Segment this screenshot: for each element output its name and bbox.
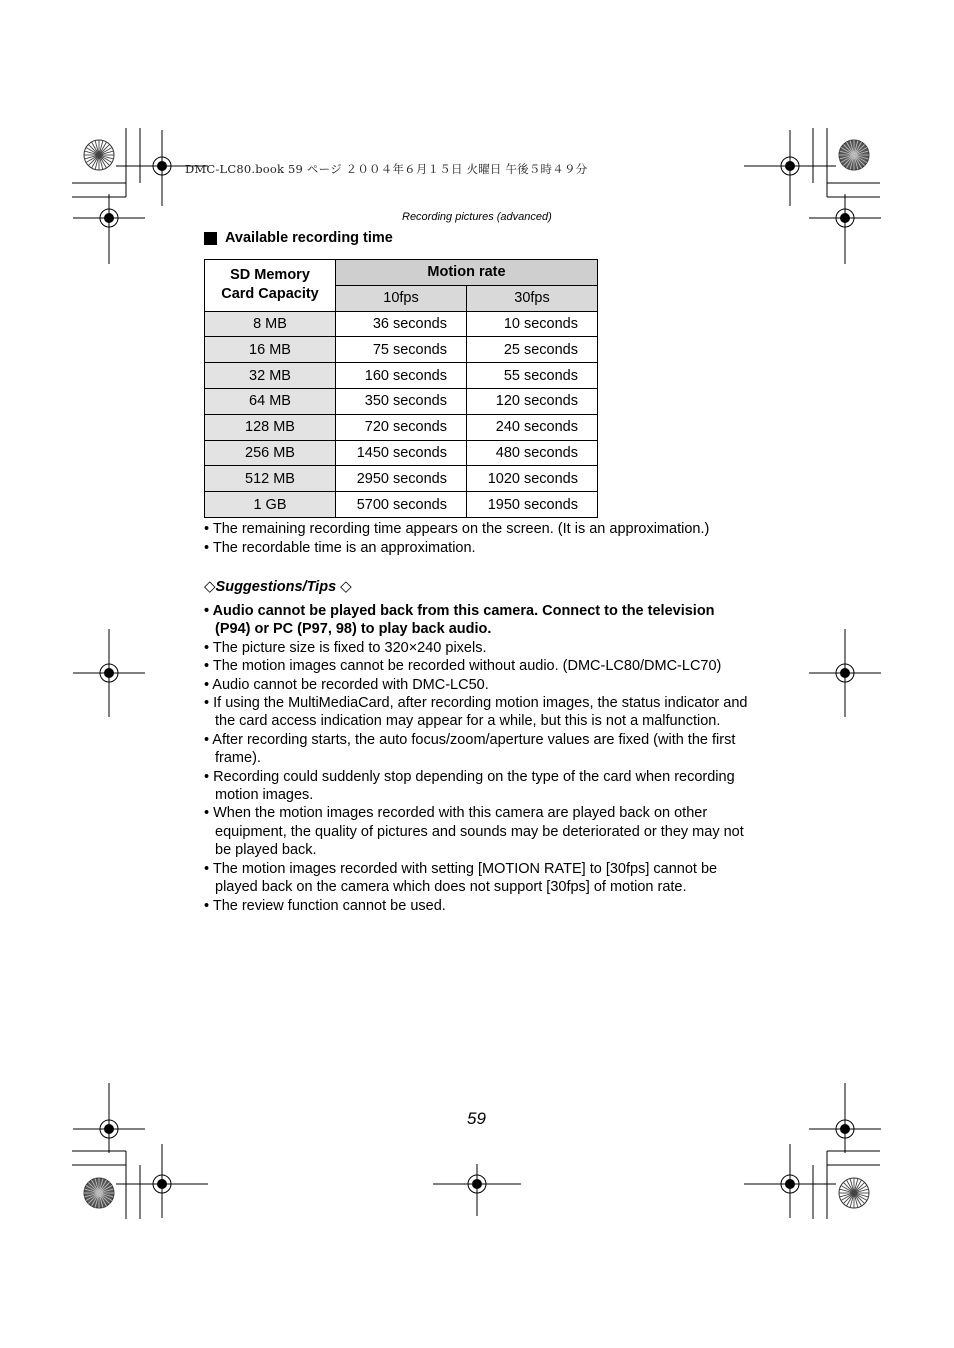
time-10fps-cell: 1450 seconds — [336, 440, 467, 466]
time-30fps-cell: 55 seconds — [467, 363, 598, 389]
list-item: • The motion images recorded with setting [MOTION RATE] to [30fps] cannot be played back on the camera which does not support [30fps] of motion rate. — [204, 860, 718, 896]
list-item: • Recording could suddenly stop depending on the type of the card when recording motion images. — [204, 768, 735, 804]
section-title-text: Available recording time — [225, 230, 393, 246]
starburst-mark-icon — [84, 1178, 114, 1208]
print-imprint: DMC-LC80.book 59 ページ ２００４年６月１５日 火曜日 午後５時４９分 — [185, 162, 588, 176]
starburst-mark-icon — [839, 1178, 869, 1208]
time-30fps-cell: 1950 seconds — [467, 492, 598, 518]
list-item: • When the motion images recorded with this camera are played back on other equipment, the quality of pictures and sounds may be deteriorated or they may not be played back. — [204, 805, 744, 859]
time-10fps-cell: 160 seconds — [336, 363, 467, 389]
capacity-cell: 32 MB — [205, 363, 336, 389]
table-row — [205, 414, 598, 440]
table-row — [205, 492, 598, 518]
list-item: • If using the MultiMediaCard, after recording motion images, the status indicator and the card access indication may appear for a while, but this is not a malfunction. — [204, 695, 748, 730]
section-title — [204, 230, 393, 246]
header-30fps: 30fps — [467, 285, 598, 311]
list-item: • Audio cannot be recorded with DMC-LC50. — [204, 676, 489, 693]
table-row — [205, 363, 598, 389]
recording-time-table — [204, 259, 598, 518]
time-30fps-cell: 240 seconds — [467, 414, 598, 440]
time-10fps-cell: 36 seconds — [336, 311, 467, 337]
time-10fps-cell: 2950 seconds — [336, 466, 467, 492]
tips-heading — [204, 577, 352, 595]
table-row — [205, 311, 598, 337]
time-30fps-cell: 120 seconds — [467, 388, 598, 414]
capacity-cell: 1 GB — [205, 492, 336, 518]
header-card-capacity: SD Memory Card Capacity — [205, 260, 336, 312]
square-bullet-icon — [204, 232, 217, 245]
time-30fps-cell: 25 seconds — [467, 337, 598, 363]
time-10fps-cell: 720 seconds — [336, 414, 467, 440]
capacity-cell: 512 MB — [205, 466, 336, 492]
diamond-icon: ◇ — [204, 578, 216, 595]
tips-title: Suggestions/Tips — [215, 579, 337, 595]
capacity-cell: 128 MB — [205, 414, 336, 440]
page-number: 59 — [467, 1109, 486, 1128]
starburst-mark-icon — [84, 140, 114, 170]
list-item: • The motion images cannot be recorded without audio. (DMC-LC80/DMC-LC70) — [204, 658, 722, 675]
table-row — [205, 440, 598, 466]
header-10fps: 10fps — [336, 285, 467, 311]
time-30fps-cell: 480 seconds — [467, 440, 598, 466]
list-item: • The review function cannot be used. — [204, 897, 446, 914]
table-row — [205, 337, 598, 363]
time-30fps-cell: 10 seconds — [467, 311, 598, 337]
list-item: • The recordable time is an approximation. — [204, 539, 476, 556]
starburst-mark-icon — [839, 140, 869, 170]
list-item: • The picture size is fixed to 320×240 pixels. — [204, 639, 487, 656]
running-head: Recording pictures (advanced) — [402, 211, 552, 223]
capacity-cell: 8 MB — [205, 311, 336, 337]
time-10fps-cell: 75 seconds — [336, 337, 467, 363]
capacity-cell: 16 MB — [205, 337, 336, 363]
table-notes — [204, 520, 764, 557]
time-30fps-cell: 1020 seconds — [467, 466, 598, 492]
time-10fps-cell: 5700 seconds — [336, 492, 467, 518]
capacity-cell: 256 MB — [205, 440, 336, 466]
list-item: • The remaining recording time appears on the screen. (It is an approximation.) — [204, 521, 710, 537]
capacity-cell: 64 MB — [205, 388, 336, 414]
time-10fps-cell: 350 seconds — [336, 388, 467, 414]
list-item: • After recording starts, the auto focus/zoom/aperture values are fixed (with the first frame). — [204, 731, 736, 767]
tips-list — [204, 602, 752, 915]
list-item: • Audio cannot be played back from this camera. Connect to the television (P94) or PC (P97, 98) to play back audio. — [204, 603, 715, 638]
header-motion-rate: Motion rate — [336, 260, 598, 286]
diamond-icon: ◇ — [340, 578, 352, 595]
table-row — [205, 466, 598, 492]
table-row — [205, 388, 598, 414]
